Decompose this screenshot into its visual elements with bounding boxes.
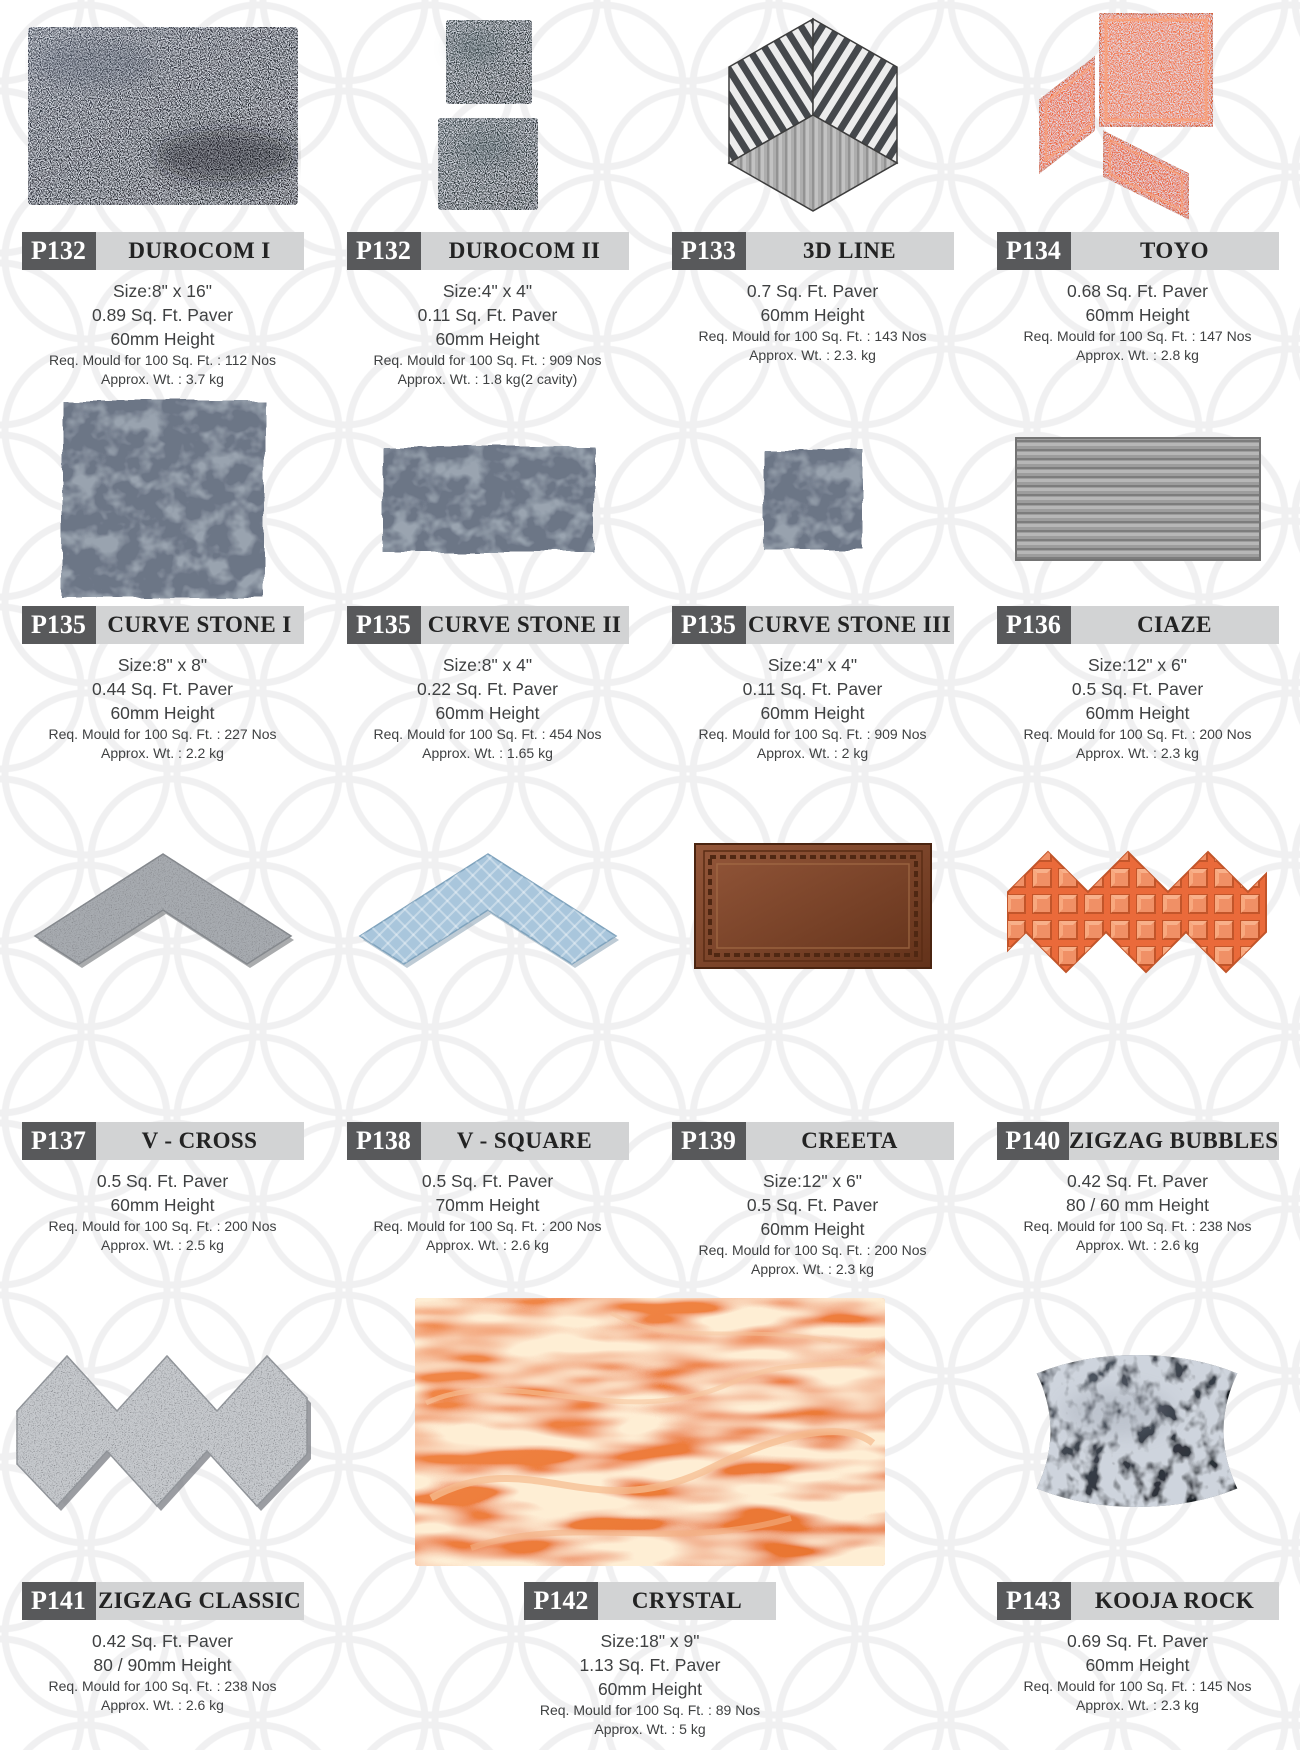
spec-line: Req. Mould for 100 Sq. Ft. : 909 Nos xyxy=(373,352,602,368)
product-code: P139 xyxy=(672,1122,746,1160)
product-specs-fine xyxy=(49,351,276,389)
curve-stone-iii-paver-photo xyxy=(650,392,975,606)
spec-line: Size:4" x 4" xyxy=(442,281,533,301)
product-specs-fine xyxy=(1023,1217,1251,1255)
product-specs xyxy=(1072,653,1203,725)
product-code: P136 xyxy=(997,606,1071,644)
spec-line: 0.5 Sq. Ft. Paver xyxy=(1071,679,1204,699)
product-name: CURVE STONE II xyxy=(421,606,629,644)
spec-line: Size:18" x 9" xyxy=(600,1631,700,1651)
product-card-curve-stone-i xyxy=(0,392,325,804)
spec-line: Req. Mould for 100 Sq. Ft. : 238 Nos xyxy=(48,1678,277,1694)
product-label xyxy=(22,1122,304,1160)
3d-line-paver-photo xyxy=(650,0,975,232)
spec-line: 0.44 Sq. Ft. Paver xyxy=(91,679,234,699)
catalog-row-1 xyxy=(0,0,1300,392)
product-label xyxy=(997,606,1279,644)
spec-line: Approx. Wt. : 2.3 kg xyxy=(1076,1697,1199,1713)
product-card-crystal xyxy=(325,1282,975,1750)
product-specs xyxy=(418,279,558,351)
spec-line: Req. Mould for 100 Sq. Ft. : 112 Nos xyxy=(49,352,276,368)
spec-line: 0.22 Sq. Ft. Paver xyxy=(416,679,559,699)
toyo-paver-photo xyxy=(975,0,1300,232)
spec-line: Approx. Wt. : 2.5 kg xyxy=(101,1237,224,1253)
catalog-row-4 xyxy=(0,1282,1300,1750)
product-card-creeta xyxy=(650,804,975,1282)
durocom-ii-paver-photo xyxy=(325,0,650,232)
product-label xyxy=(22,232,304,270)
zigzag-classic-paver-photo xyxy=(0,1282,325,1582)
catalog-row-3 xyxy=(0,804,1300,1282)
spec-line: Req. Mould for 100 Sq. Ft. : 143 Nos xyxy=(698,328,927,344)
product-specs xyxy=(422,1169,553,1217)
spec-line: 60mm Height xyxy=(1085,1655,1190,1675)
product-label xyxy=(672,606,954,644)
product-code: P141 xyxy=(22,1582,96,1620)
product-specs xyxy=(97,1169,228,1217)
spec-line: 0.89 Sq. Ft. Paver xyxy=(91,305,234,325)
product-code: P135 xyxy=(672,606,746,644)
spec-line: Req. Mould for 100 Sq. Ft. : 454 Nos xyxy=(373,726,602,742)
spec-line: 0.11 Sq. Ft. Paver xyxy=(417,305,558,325)
product-code: P137 xyxy=(22,1122,96,1160)
spec-line: 0.68 Sq. Ft. Paver xyxy=(1066,281,1209,301)
product-card-curve-stone-iii xyxy=(650,392,975,804)
product-card-ciaze xyxy=(975,392,1300,804)
product-label xyxy=(672,1122,954,1160)
spec-line: 0.7 Sq. Ft. Paver xyxy=(746,281,879,301)
ciaze-paver-photo xyxy=(975,392,1300,606)
spec-line: Req. Mould for 100 Sq. Ft. : 200 Nos xyxy=(1023,726,1252,742)
spec-line: 0.69 Sq. Ft. Paver xyxy=(1066,1631,1209,1651)
product-specs-fine xyxy=(48,1217,276,1255)
product-specs-fine xyxy=(1023,1677,1251,1715)
product-name: DUROCOM I xyxy=(96,232,304,270)
spec-line: 70mm Height xyxy=(435,1195,540,1215)
spec-line: Size:8" x 16" xyxy=(112,281,212,301)
spec-line: 60mm Height xyxy=(1085,305,1190,325)
product-name: ZIGZAG CLASSIC xyxy=(96,1582,304,1620)
product-code: P132 xyxy=(347,232,421,270)
product-specs xyxy=(747,279,878,327)
spec-line: Req. Mould for 100 Sq. Ft. : 200 Nos xyxy=(698,1242,927,1258)
v-cross-paver-photo xyxy=(0,804,325,1122)
product-card-zigzag-classic xyxy=(0,1282,325,1750)
spec-line: Approx. Wt. : 2.3 kg xyxy=(751,1261,874,1277)
product-card-curve-stone-ii xyxy=(325,392,650,804)
product-label xyxy=(997,1122,1279,1160)
spec-line: Approx. Wt. : 2.6 kg xyxy=(426,1237,549,1253)
product-specs-fine xyxy=(373,725,601,763)
product-card-toyo xyxy=(975,0,1300,392)
spec-line: 60mm Height xyxy=(435,329,540,349)
spec-line: 0.11 Sq. Ft. Paver xyxy=(742,679,883,699)
product-label xyxy=(524,1582,776,1620)
product-specs-fine xyxy=(540,1701,760,1739)
product-name: CURVE STONE III xyxy=(746,606,954,644)
spec-line: Approx. Wt. : 3.7 kg xyxy=(101,371,224,387)
spec-line: 0.5 Sq. Ft. Paver xyxy=(96,1171,229,1191)
product-code: P132 xyxy=(22,232,96,270)
product-label xyxy=(672,232,954,270)
product-label xyxy=(347,606,629,644)
product-specs-fine xyxy=(698,1241,926,1279)
spec-line: Req. Mould for 100 Sq. Ft. : 200 Nos xyxy=(48,1218,277,1234)
spec-line: 60mm Height xyxy=(110,703,215,723)
product-label xyxy=(997,1582,1279,1620)
product-specs-fine xyxy=(373,1217,601,1255)
spec-line: 1.13 Sq. Ft. Paver xyxy=(579,1655,721,1675)
product-specs xyxy=(1066,1169,1209,1217)
product-specs-fine xyxy=(1023,725,1251,763)
spec-line: 80 / 60 mm Height xyxy=(1066,1195,1209,1215)
product-name: CRYSTAL xyxy=(598,1582,776,1620)
spec-line: Approx. Wt. : 2.2 kg xyxy=(101,745,224,761)
product-card-kooja-rock xyxy=(975,1282,1300,1750)
spec-line: Req. Mould for 100 Sq. Ft. : 227 Nos xyxy=(48,726,277,742)
spec-line: Req. Mould for 100 Sq. Ft. : 145 Nos xyxy=(1023,1678,1252,1694)
product-name: CREETA xyxy=(746,1122,954,1160)
product-code: P143 xyxy=(997,1582,1071,1620)
spec-line: Approx. Wt. : 1.8 kg(2 cavity) xyxy=(397,371,578,387)
spec-line: 80 / 90mm Height xyxy=(93,1655,232,1675)
product-code: P142 xyxy=(524,1582,598,1620)
durocom-i-paver-photo xyxy=(0,0,325,232)
zigzag-bubbles-paver-photo xyxy=(975,804,1300,1122)
product-specs xyxy=(417,653,558,725)
product-name: CIAZE xyxy=(1071,606,1279,644)
spec-line: 60mm Height xyxy=(760,1219,865,1239)
product-specs-fine xyxy=(373,351,601,389)
spec-line: Size:12" x 6" xyxy=(1087,655,1187,675)
spec-line: 0.42 Sq. Ft. Paver xyxy=(1066,1171,1209,1191)
spec-line: 0.5 Sq. Ft. Paver xyxy=(421,1171,554,1191)
product-code: P135 xyxy=(347,606,421,644)
product-card-durocom-i xyxy=(0,0,325,392)
product-specs xyxy=(92,279,233,351)
product-name: V - SQUARE xyxy=(421,1122,629,1160)
spec-line: Req. Mould for 100 Sq. Ft. : 909 Nos xyxy=(698,726,927,742)
spec-line: Req. Mould for 100 Sq. Ft. : 238 Nos xyxy=(1023,1218,1252,1234)
spec-line: 60mm Height xyxy=(110,329,215,349)
product-code: P134 xyxy=(997,232,1071,270)
product-name: ZIGZAG BUBBLES xyxy=(1069,1122,1278,1160)
product-specs xyxy=(743,653,883,725)
product-name: 3D LINE xyxy=(746,232,954,270)
spec-line: Size:4" x 4" xyxy=(767,655,858,675)
crystal-paver-photo xyxy=(325,1282,975,1582)
curve-stone-i-paver-photo xyxy=(0,392,325,606)
spec-line: Approx. Wt. : 2 kg xyxy=(756,745,869,761)
product-specs xyxy=(92,1629,233,1677)
product-name: KOOJA ROCK xyxy=(1071,1582,1279,1620)
spec-line: Approx. Wt. : 2.6 kg xyxy=(101,1697,224,1713)
spec-line: Size:8" x 8" xyxy=(117,655,208,675)
spec-line: Size:8" x 4" xyxy=(442,655,533,675)
spec-line: Size:12" x 6" xyxy=(762,1171,862,1191)
spec-line: Approx. Wt. : 1.65 kg xyxy=(422,745,553,761)
product-card-zigzag-bubbles xyxy=(975,804,1300,1282)
product-name: V - CROSS xyxy=(96,1122,304,1160)
product-specs-fine xyxy=(698,725,926,763)
spec-line: 60mm Height xyxy=(1085,703,1190,723)
product-code: P138 xyxy=(347,1122,421,1160)
spec-line: 60mm Height xyxy=(597,1679,703,1699)
product-specs xyxy=(579,1629,720,1701)
spec-line: Approx. Wt. : 5 kg xyxy=(594,1721,706,1737)
spec-line: Approx. Wt. : 2.8 kg xyxy=(1076,347,1199,363)
product-card-v-cross xyxy=(0,804,325,1282)
product-label xyxy=(22,1582,304,1620)
spec-line: Approx. Wt. : 2.6 kg xyxy=(1076,1237,1199,1253)
product-label xyxy=(347,1122,629,1160)
spec-line: 60mm Height xyxy=(435,703,540,723)
product-card-durocom-ii xyxy=(325,0,650,392)
product-specs xyxy=(92,653,233,725)
spec-line: 60mm Height xyxy=(760,305,865,325)
spec-line: Approx. Wt. : 2.3 kg xyxy=(1076,745,1199,761)
product-specs xyxy=(1067,279,1208,327)
product-specs-fine xyxy=(48,725,276,763)
product-specs-fine xyxy=(48,1677,276,1715)
product-code: P133 xyxy=(672,232,746,270)
product-specs xyxy=(747,1169,878,1241)
product-specs-fine xyxy=(1023,327,1251,365)
product-card-v-square xyxy=(325,804,650,1282)
catalog-row-2 xyxy=(0,392,1300,804)
product-specs xyxy=(1067,1629,1208,1677)
product-code: P140 xyxy=(997,1122,1070,1160)
product-code: P135 xyxy=(22,606,96,644)
v-square-paver-photo xyxy=(325,804,650,1122)
product-label xyxy=(22,606,304,644)
spec-line: Req. Mould for 100 Sq. Ft. : 200 Nos xyxy=(373,1218,602,1234)
spec-line: 0.42 Sq. Ft. Paver xyxy=(91,1631,234,1651)
spec-line: Req. Mould for 100 Sq. Ft. : 89 Nos xyxy=(539,1702,761,1718)
product-specs-fine xyxy=(698,327,926,365)
product-name: TOYO xyxy=(1071,232,1279,270)
product-name: CURVE STONE I xyxy=(96,606,304,644)
product-card-3d-line xyxy=(650,0,975,392)
spec-line: Req. Mould for 100 Sq. Ft. : 147 Nos xyxy=(1023,328,1252,344)
spec-line: 60mm Height xyxy=(110,1195,215,1215)
product-label xyxy=(997,232,1279,270)
creeta-paver-photo xyxy=(650,804,975,1122)
spec-line: 0.5 Sq. Ft. Paver xyxy=(746,1195,879,1215)
product-label xyxy=(347,232,629,270)
spec-line: 60mm Height xyxy=(760,703,865,723)
curve-stone-ii-paver-photo xyxy=(325,392,650,606)
product-name: DUROCOM II xyxy=(421,232,629,270)
spec-line: Approx. Wt. : 2.3. kg xyxy=(749,347,876,363)
kooja-rock-paver-photo xyxy=(975,1282,1300,1582)
